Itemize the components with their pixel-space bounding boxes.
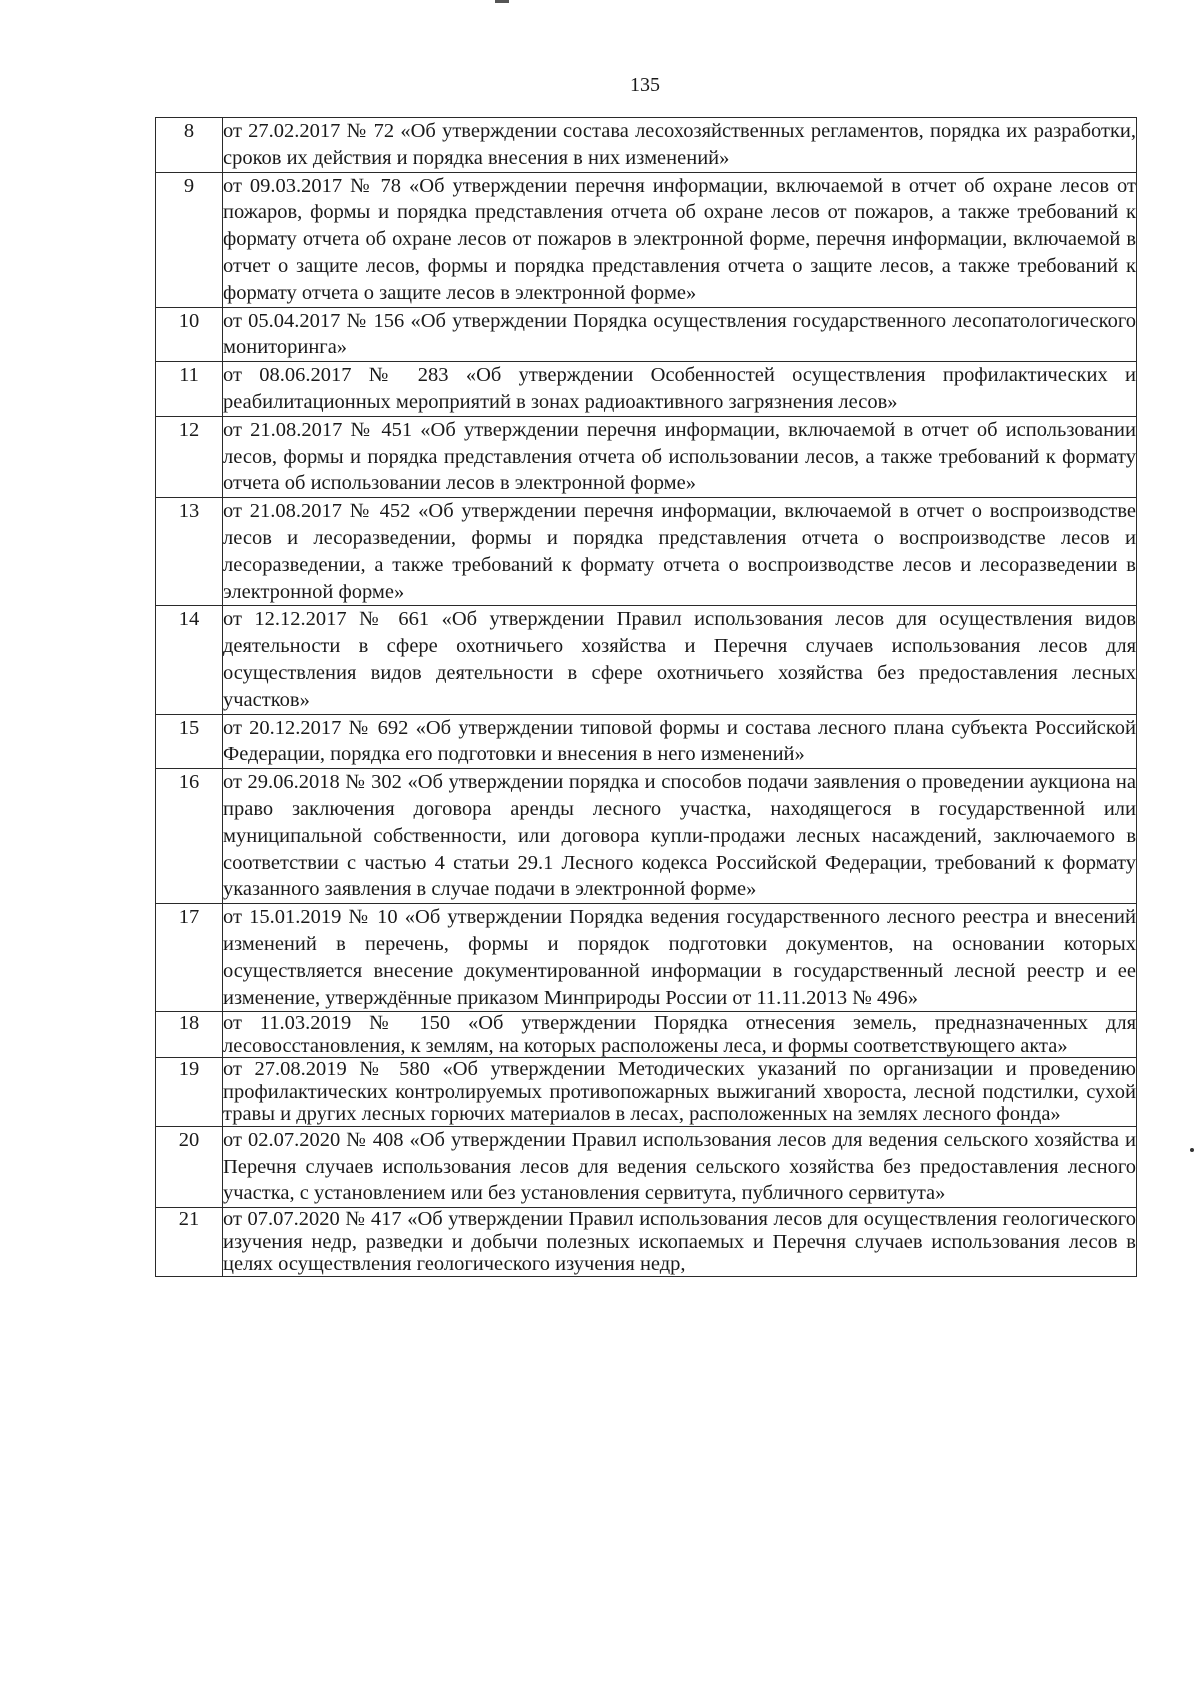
row-text: от 02.07.2020 № 408 «Об утверждении Правил использования лесов для ведения сельского хозяйства и Перечня случаев использования лесов для ведения сельского хозяйства без предоставления лесного участка, с установлением или без установления сервитута, публичного сервитута»: [223, 1126, 1137, 1207]
table-row: [156, 769, 1137, 904]
table-row: [156, 118, 1137, 173]
table-row: [156, 714, 1137, 769]
row-text: от 09.03.2017 № 78 «Об утверждении перечня информации, включаемой в отчет об охране лесов от пожаров, формы и порядка представления отчета об охране лесов от пожаров, а также требований к формату отчета об охране лесов от пожаров в электронной форме, перечня информации, включаемой в отчет о защите лесов, формы и порядка представления отчета о защите лесов, а также требований к формату отчета о защите лесов в электронной форме»: [223, 172, 1137, 307]
table-body: [156, 118, 1137, 1277]
row-number: 10: [156, 307, 223, 362]
row-text: от 21.08.2017 № 451 «Об утверждении перечня информации, включаемой в отчет об использовании лесов, формы и порядка представления отчета об использовании лесов, а также требований к формату отчета об использовании лесов в электронной форме»: [223, 416, 1137, 497]
table-row: [156, 172, 1137, 307]
row-number: 8: [156, 118, 223, 173]
regulations-table: [155, 117, 1137, 1277]
table-row: [156, 362, 1137, 417]
row-text: от 27.08.2019 № 580 «Об утверждении Методических указаний по организации и проведению профилактических контролируемых противопожарных выжиганий хвороста, лесной подстилки, сухой травы и других лесных горючих материалов в лесах, расположенных на землях лесного фонда»: [223, 1058, 1136, 1126]
row-text: от 27.02.2017 № 72 «Об утверждении состава лесохозяйственных регламентов, порядка их разработки, сроков их действия и порядка внесения в них изменений»: [223, 118, 1137, 173]
table-row: [156, 1126, 1137, 1207]
row-number: 19: [156, 1058, 223, 1127]
row-text: от 05.04.2017 № 156 «Об утверждении Порядка осуществления государственного лесопатологического мониторинга»: [223, 307, 1137, 362]
scan-mark: [495, 0, 509, 3]
row-number: 9: [156, 172, 223, 307]
table-row: [156, 498, 1137, 606]
row-text: от 29.06.2018 № 302 «Об утверждении порядка и способов подачи заявления о проведении аукциона на право заключения договора аренды лесного участка, находящегося в государственной или муниципальной собственности, или договора купли-продажи лесных насаждений, заключаемого в соответствии с частью 4 статьи 29.1 Лесного кодекса Российской Федерации, требований к формату указанного заявления в случае подачи в электронной форме»: [223, 769, 1137, 904]
table-row: [156, 1208, 1137, 1277]
row-text: от 20.12.2017 № 692 «Об утверждении типовой формы и состава лесного плана субъекта Российской Федерации, порядка его подготовки и внесения в него изменений»: [223, 714, 1137, 769]
row-number: 15: [156, 714, 223, 769]
row-number: 11: [156, 362, 223, 417]
row-number: 13: [156, 498, 223, 606]
table-row: [156, 1012, 1137, 1058]
table-row: [156, 904, 1137, 1012]
row-text: от 12.12.2017 № 661 «Об утверждении Правил использования лесов для осуществления видов деятельности в сфере охотничьего хозяйства и Перечня случаев использования лесов для осуществления видов деятельности в сфере охотничьего хозяйства без предоставления лесных участков»: [223, 606, 1137, 714]
row-text: от 08.06.2017 № 283 «Об утверждении Особенностей осуществления профилактических и реабилитационных мероприятий в зонах радиоактивного загрязнения лесов»: [223, 362, 1137, 417]
table-row: [156, 606, 1137, 714]
table-row: [156, 416, 1137, 497]
row-text: от 15.01.2019 № 10 «Об утверждении Порядка ведения государственного лесного реестра и внесений изменений в перечень, формы и порядок подготовки документов, на основании которых осуществляется внесение документированной информации в государственный лесной реестр и ее изменение, утверждённые приказом Минприроды России от 11.11.2013 № 496»: [223, 904, 1137, 1012]
row-number: 17: [156, 904, 223, 1012]
row-number: 14: [156, 606, 223, 714]
row-text: от 21.08.2017 № 452 «Об утверждении перечня информации, включаемой в отчет о воспроизводстве лесов и лесоразведении, формы и порядка представления отчета о воспроизводстве лесов и лесоразведении, а также требований к формату отчета о воспроизводстве лесов и лесоразведении в электронной форме»: [223, 498, 1137, 606]
page-number: 135: [630, 74, 660, 96]
row-number: 21: [156, 1208, 223, 1277]
row-number: 20: [156, 1126, 223, 1207]
row-number: 12: [156, 416, 223, 497]
scan-dot: [1190, 1148, 1194, 1152]
table-row: [156, 307, 1137, 362]
row-text: от 11.03.2019 № 150 «Об утверждении Порядка отнесения земель, предназначенных для лесовосстановления, к землям, на которых расположены леса, и формы соответствующего акта»: [223, 1012, 1136, 1057]
row-number: 18: [156, 1012, 223, 1058]
table-row: [156, 1058, 1137, 1127]
row-number: 16: [156, 769, 223, 904]
row-text: от 07.07.2020 № 417 «Об утверждении Правил использования лесов для осуществления геологического изучения недр, разведки и добычи полезных ископаемых и Перечня случаев использования лесов в целях осуществления геологического изучения недр,: [223, 1208, 1136, 1276]
